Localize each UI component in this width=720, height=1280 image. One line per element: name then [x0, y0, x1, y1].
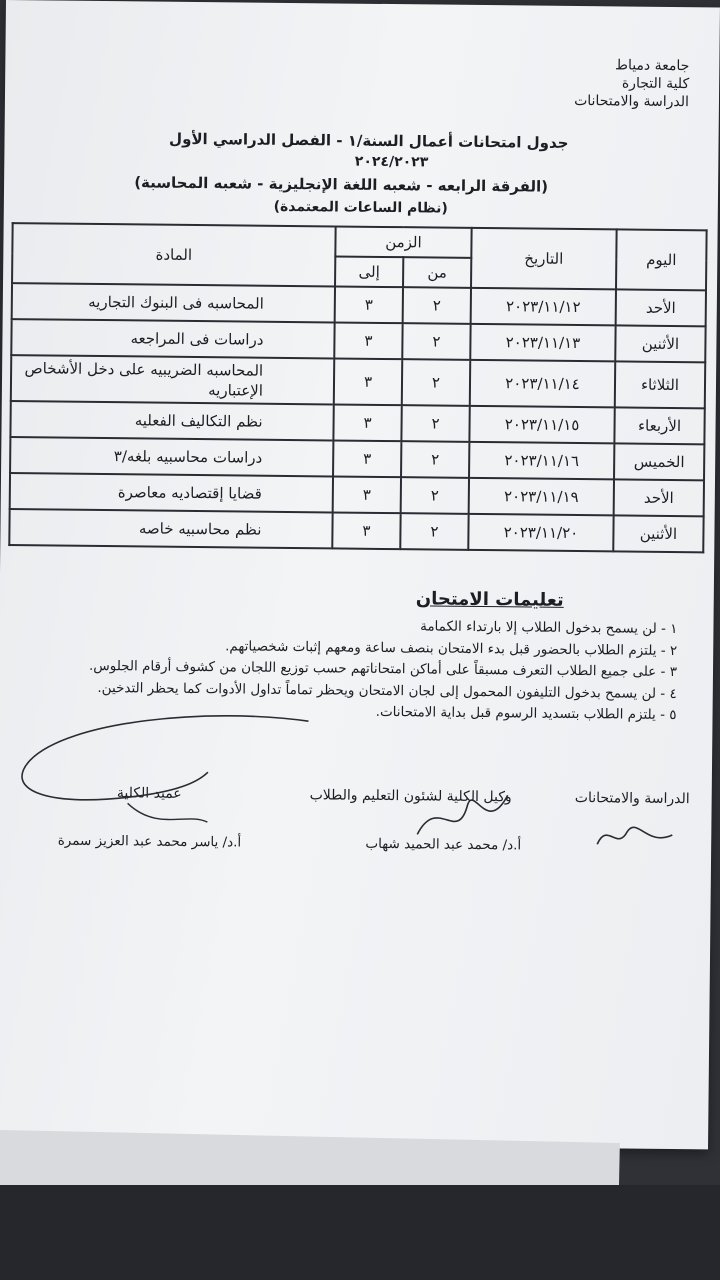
header-day: اليوم	[616, 229, 707, 290]
cell-subject: نظم التكاليف الفعليه	[10, 401, 333, 440]
hours-system: (نظام الساعات المعتمدة)	[273, 198, 448, 217]
vice-dean-signature-scribble	[407, 774, 518, 855]
exams-signature-label: الدراسة والامتحانات	[574, 790, 690, 808]
cell-subject: المحاسبه فى البنوك التجاريه	[12, 283, 335, 322]
cell-subject: قضايا إقتصاديه معاصرة	[10, 473, 333, 512]
cell-day: الأثنين	[615, 325, 705, 362]
exams-signature-scribble	[592, 816, 682, 857]
cell-subject: دراسات فى المراجعه	[11, 319, 334, 358]
cell-date: ٢٠٢٣/١١/١٢	[471, 288, 616, 326]
cell-subject: المحاسبه الضريبيه على دخل الأشخاص الإعتباريه	[11, 355, 334, 404]
table-row	[11, 355, 705, 408]
cell-from: ٢	[400, 513, 468, 550]
cell-to: ٣	[333, 440, 401, 477]
cell-subject: دراسات محاسبيه بلغه/٣	[10, 437, 333, 476]
cell-from: ٢	[402, 359, 470, 406]
cell-date: ٢٠٢٣/١١/١٣	[470, 324, 615, 362]
instruction-item: ٣ - على جميع الطلاب التعرف مسبقاً على أماكن امتحاناتهم حسب توزيع اللجان من كشوف أرقام الجلوس.	[88, 657, 678, 681]
cell-to: ٣	[333, 476, 401, 513]
cell-day: الأحد	[614, 479, 704, 516]
cell-day: الأربعاء	[614, 407, 704, 444]
table-header-row	[12, 223, 706, 260]
header-time: الزمن	[335, 226, 471, 257]
instruction-item: ١ - لن يسمح بدخول الطلاب إلا بارتداء الكمامة	[420, 618, 678, 638]
instruction-item: ٥ - يلتزم الطلاب بتسديد الرسوم قبل بداية الامتحانات.	[375, 703, 677, 724]
subtitle: (الفرقة الرابعه - شعبه اللغة الإنجليزية - شعبه المحاسبة)	[134, 173, 549, 196]
academic-year: ٢٠٢٤/٢٠٢٣	[354, 153, 429, 171]
table-row	[9, 509, 703, 552]
department-name: الدراسة والامتحانات	[574, 92, 690, 111]
cell-subject: نظم محاسبيه خاصه	[9, 509, 332, 548]
cell-day: الخميس	[614, 443, 704, 480]
header-subject: المادة	[12, 223, 336, 286]
vice-dean-label: وكيل الكلية لشئون التعليم والطلاب	[309, 787, 512, 806]
page-title: جدول امتحانات أعمال السنة/١ - الفصل الدراسي الأول	[169, 129, 569, 152]
background-surface	[0, 1185, 720, 1280]
cell-date: ٢٠٢٣/١١/١٥	[469, 406, 614, 444]
cell-to: ٣	[333, 404, 401, 441]
exam-schedule-table	[8, 222, 707, 553]
cell-to: ٣	[334, 358, 402, 405]
header-date: التاريخ	[471, 228, 617, 290]
cell-to: ٣	[334, 322, 402, 359]
cell-from: ٢	[401, 405, 469, 442]
cell-date: ٢٠٢٣/١١/١٦	[469, 442, 614, 480]
cell-from: ٢	[401, 441, 469, 478]
dean-signature-scribble	[7, 710, 328, 853]
cell-from: ٢	[401, 477, 469, 514]
cell-to: ٣	[332, 512, 400, 549]
header-to: إلى	[335, 256, 403, 287]
cell-day: الأحد	[616, 289, 706, 326]
cell-day: الثلاثاء	[615, 361, 705, 408]
instruction-item: ٢ - يلتزم الطلاب بالحضور قبل بدء الامتحان بنصف ساعة ومعهم إثبات شخصياتهم.	[225, 637, 678, 659]
cell-from: ٢	[403, 287, 471, 324]
dean-label: عميد الكلية	[116, 785, 182, 802]
instruction-item: ٤ - لن يسمح بدخول التليفون المحمول إلى لجان الامتحان ويحظر تماماً تداول الأدوات كما يحظر التدخين.	[97, 679, 677, 702]
cell-date: ٢٠٢٣/١١/١٤	[470, 360, 615, 408]
institution-header	[574, 56, 689, 111]
dean-name: أ.د/ ياسر محمد عبد العزيز سمرة	[57, 832, 242, 851]
cell-date: ٢٠٢٣/١١/١٩	[469, 478, 614, 516]
cell-day: الأثنين	[613, 515, 703, 552]
vice-dean-name: أ.د/ محمد عبد الحميد شهاب	[365, 835, 522, 854]
instructions-title: تعليمات الامتحان	[415, 588, 564, 611]
instructions-list	[88, 613, 677, 727]
cell-date: ٢٠٢٣/١١/٢٠	[468, 514, 613, 552]
university-name: جامعة دمياط	[614, 57, 690, 75]
faculty-name: كلية التجارة	[621, 75, 690, 93]
header-from: من	[403, 257, 471, 288]
cell-from: ٢	[402, 323, 470, 360]
cell-to: ٣	[335, 286, 403, 323]
